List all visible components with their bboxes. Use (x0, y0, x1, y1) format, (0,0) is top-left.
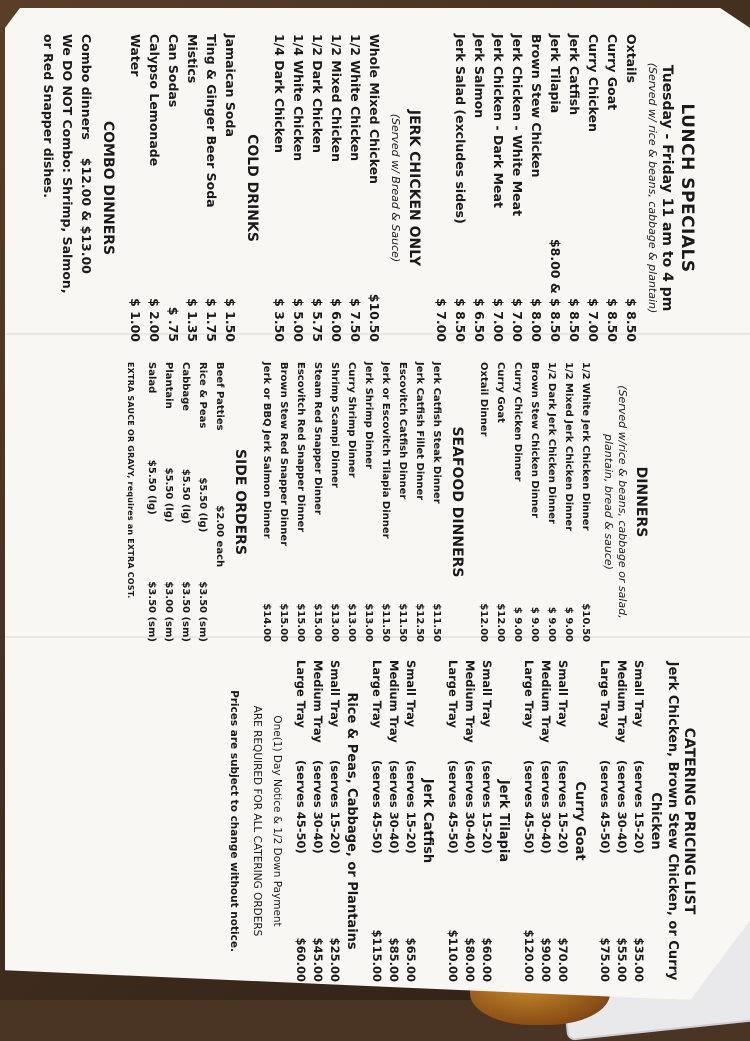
catering-group-heading: Jerk Catfish (420, 778, 435, 864)
cold-drinks-title: COLD DRINKS (244, 134, 261, 242)
menu-item: Jerk Chicken - White Meat $ 7.00 (509, 34, 525, 342)
menu-item: Jerk or Escovitch Tilapia Dinner $11.50 (380, 362, 392, 642)
menu-item: 1/2 Mixed Jerk Chicken Dinner $ 9.00 (563, 362, 575, 642)
menu-item: Water $ 1.00 (128, 34, 144, 342)
catering-row: Large Tray (serves 45-50) $75.00 (598, 660, 612, 982)
menu-item: Jerk or BBQ Jerk Salmon Dinner $14.00 (261, 362, 273, 642)
catering-row: Small Tray (serves 15-20) $35.00 (632, 660, 646, 982)
menu-item: Jerk Salad (excludes sides) $ 8.50 (452, 34, 468, 342)
catering-group-heading: Curry Goat (572, 781, 587, 861)
price-change-notice: Prices are subject to change without notice. (228, 690, 240, 952)
panel-lunch (15, 10, 735, 350)
menu-item: Steam Red Snapper Dinner $15.00 (312, 362, 324, 642)
menu-item: Jerk Tilapia $8.00 & $ 8.50 (547, 34, 563, 342)
catering-group-heading: Rice & Peas, Cabbage, or Plantains (344, 692, 359, 950)
catering-notice: ARE REQUIRED FOR ALL CATERING ORDERS (251, 705, 263, 937)
catering-row: Large Tray (serves 45-50) $110.00 (446, 660, 460, 982)
panel-dinners (15, 350, 735, 650)
menu-item: Jerk Catfish Steak Dinner $11.50 (431, 362, 443, 642)
menu-item: 1/2 Dark Chicken $ 5.75 (310, 34, 326, 342)
lunch-served: (Served w/ rice & beans, cabbage & plantain) (646, 62, 659, 314)
menu-item: Jerk Chicken - Dark Meat $ 7.00 (490, 34, 506, 342)
catering-group (368, 660, 436, 982)
menu-item: Whole Mixed Chicken $10.50 (367, 34, 383, 342)
jerk-only-served: (Served w/ Bread & Sauce) (388, 113, 402, 263)
catering-group-heading: Jerk Tilapia (496, 779, 511, 863)
menu-item: Brown Stew Chicken Dinner $ 9.00 (529, 362, 541, 642)
catering-row: Medium Tray (serves 30-40) $80.00 (463, 660, 477, 982)
dinners-title: DINNERS (633, 466, 649, 538)
jerk-only-title: JERK CHICKEN ONLY (405, 109, 422, 267)
menu-item: 1/2 Dark Jerk Chicken Dinner $ 9.00 (546, 362, 558, 642)
catering-row: Large Tray (serves 45-50) $120.00 (522, 660, 536, 982)
menu-item: Brown Stew Chicken $ 8.00 (528, 34, 544, 342)
combo-line: Combo dinners $12.00 & $13.00 (79, 34, 95, 274)
menu-item: Curry Shrimp Dinner $13.00 (346, 362, 358, 642)
menu-item: Jerk Catfish Fillet Dinner $12.50 (414, 362, 426, 642)
menu-item: 1/2 White Jerk Chicken Dinner $10.50 (580, 362, 592, 642)
menu-item: Oxtails $ 8.50 (623, 34, 639, 342)
menu-item: Salad $5.50 (lg) $3.50 (sm) (146, 362, 158, 642)
menu-item: Curry Goat $12.00 (495, 362, 507, 642)
menu-item: Can Sodas $ .75 (166, 34, 182, 342)
menu-item: Jerk Salmon $ 6.50 (471, 34, 487, 342)
menu-item: Calypso Lemonade $ 2.00 (147, 34, 163, 342)
sides-title: SIDE ORDERS (232, 448, 249, 556)
lunch-title: LUNCH SPECIALS (677, 103, 697, 273)
catering-group (596, 660, 681, 982)
menu-item: Jerk Catfish $ 8.50 (566, 34, 582, 342)
catering-row: Small Tray (serves 15-20) $25.00 (328, 660, 342, 982)
menu-item: 1/4 White Chicken $ 5.00 (291, 34, 307, 342)
menu-item: Escovitch Red Snapper Dinner $15.00 (295, 362, 307, 642)
menu-item: Brown Stew Red Snapper Dinner $15.00 (278, 362, 290, 642)
menu-item: Jamaican Soda $ 1.50 (223, 34, 239, 342)
catering-row: Medium Tray (serves 30-40) $90.00 (539, 660, 553, 982)
lunch-hours: Tuesday - Friday 11 am to 4 pm (659, 64, 675, 312)
catering-group (292, 660, 360, 982)
menu-item: Shrimp Scampi Dinner $13.00 (329, 362, 341, 642)
menu-item-extra: $ 7.00 (433, 298, 449, 342)
catering-row: Medium Tray (serves 30-40) $85.00 (387, 660, 401, 982)
catering-row: Small Tray (serves 15-20) $65.00 (404, 660, 418, 982)
menu-item: Mistics $ 1.35 (185, 34, 201, 342)
menu-item: Plantain $5.50 (lg) $3.00 (sm) (163, 362, 175, 642)
catering-group (444, 660, 512, 982)
catering-row: Large Tray (serves 45-50) $115.00 (370, 660, 384, 982)
menu-content (15, 10, 735, 990)
menu-item: Curry Chicken Dinner $ 9.00 (512, 362, 524, 642)
menu-item: Rice & Peas $5.50 (lg) $3.50 (sm) (197, 362, 209, 642)
menu-item: Escovitch Catfish Dinner $11.50 (397, 362, 409, 642)
menu-item: Curry Chicken $ 7.00 (585, 34, 601, 342)
menu-item: Jerk Shrimp Dinner $13.00 (363, 362, 375, 642)
catering-group (520, 660, 588, 982)
catering-row: Medium Tray (serves 30-40) $45.00 (311, 660, 325, 982)
combo-note: We DO NOT Combo: Shrimp, Salmon, (60, 34, 76, 294)
catering-row: Small Tray (serves 15-20) $60.00 (480, 660, 494, 982)
menu-item: Curry Goat $ 8.50 (604, 34, 620, 342)
catering-group-heading: Jerk Chicken, Brown Stew Chicken, or Curry Chicken (648, 661, 680, 981)
menu-item: Cabbage $5.50 (lg) $3.50 (sm) (180, 362, 192, 642)
catering-row: Large Tray (serves 45-50) $60.00 (294, 660, 308, 982)
catering-title: CATERING PRICING LIST (681, 727, 697, 915)
menu-item: Oxtail Dinner $12.00 (478, 362, 490, 642)
combo-note: or Red Snapper dishes. (41, 34, 57, 198)
extra-sauce-note: EXTRA SAUCE OR GRAVY, requires an EXTRA COST. (126, 362, 136, 599)
catering-row: Small Tray (serves 15-20) $70.00 (556, 660, 570, 982)
menu-item: 1/2 White Chicken $ 7.50 (348, 34, 364, 342)
panel-catering (15, 650, 735, 990)
dinners-served: (Served w/rice & beans, cabbage or salad, plantain, bread & sauce) (601, 385, 629, 619)
menu-item: 1/4 Dark Chicken $ 3.50 (272, 34, 288, 342)
menu-item: 1/2 Mixed Chicken $ 6.00 (329, 34, 345, 342)
catering-row: Medium Tray (serves 30-40) $55.00 (615, 660, 629, 982)
menu-item: Ting & Ginger Beer Soda $ 1.75 (204, 34, 220, 342)
combo-title: COMBO DINNERS (100, 120, 117, 256)
seafood-title: SEAFOOD DINNERS (449, 426, 466, 578)
catering-notice: One(1) Day Notice & 1/2 Down Payment (271, 715, 283, 927)
menu-item: Beef Patties $2.00 each (214, 362, 226, 568)
